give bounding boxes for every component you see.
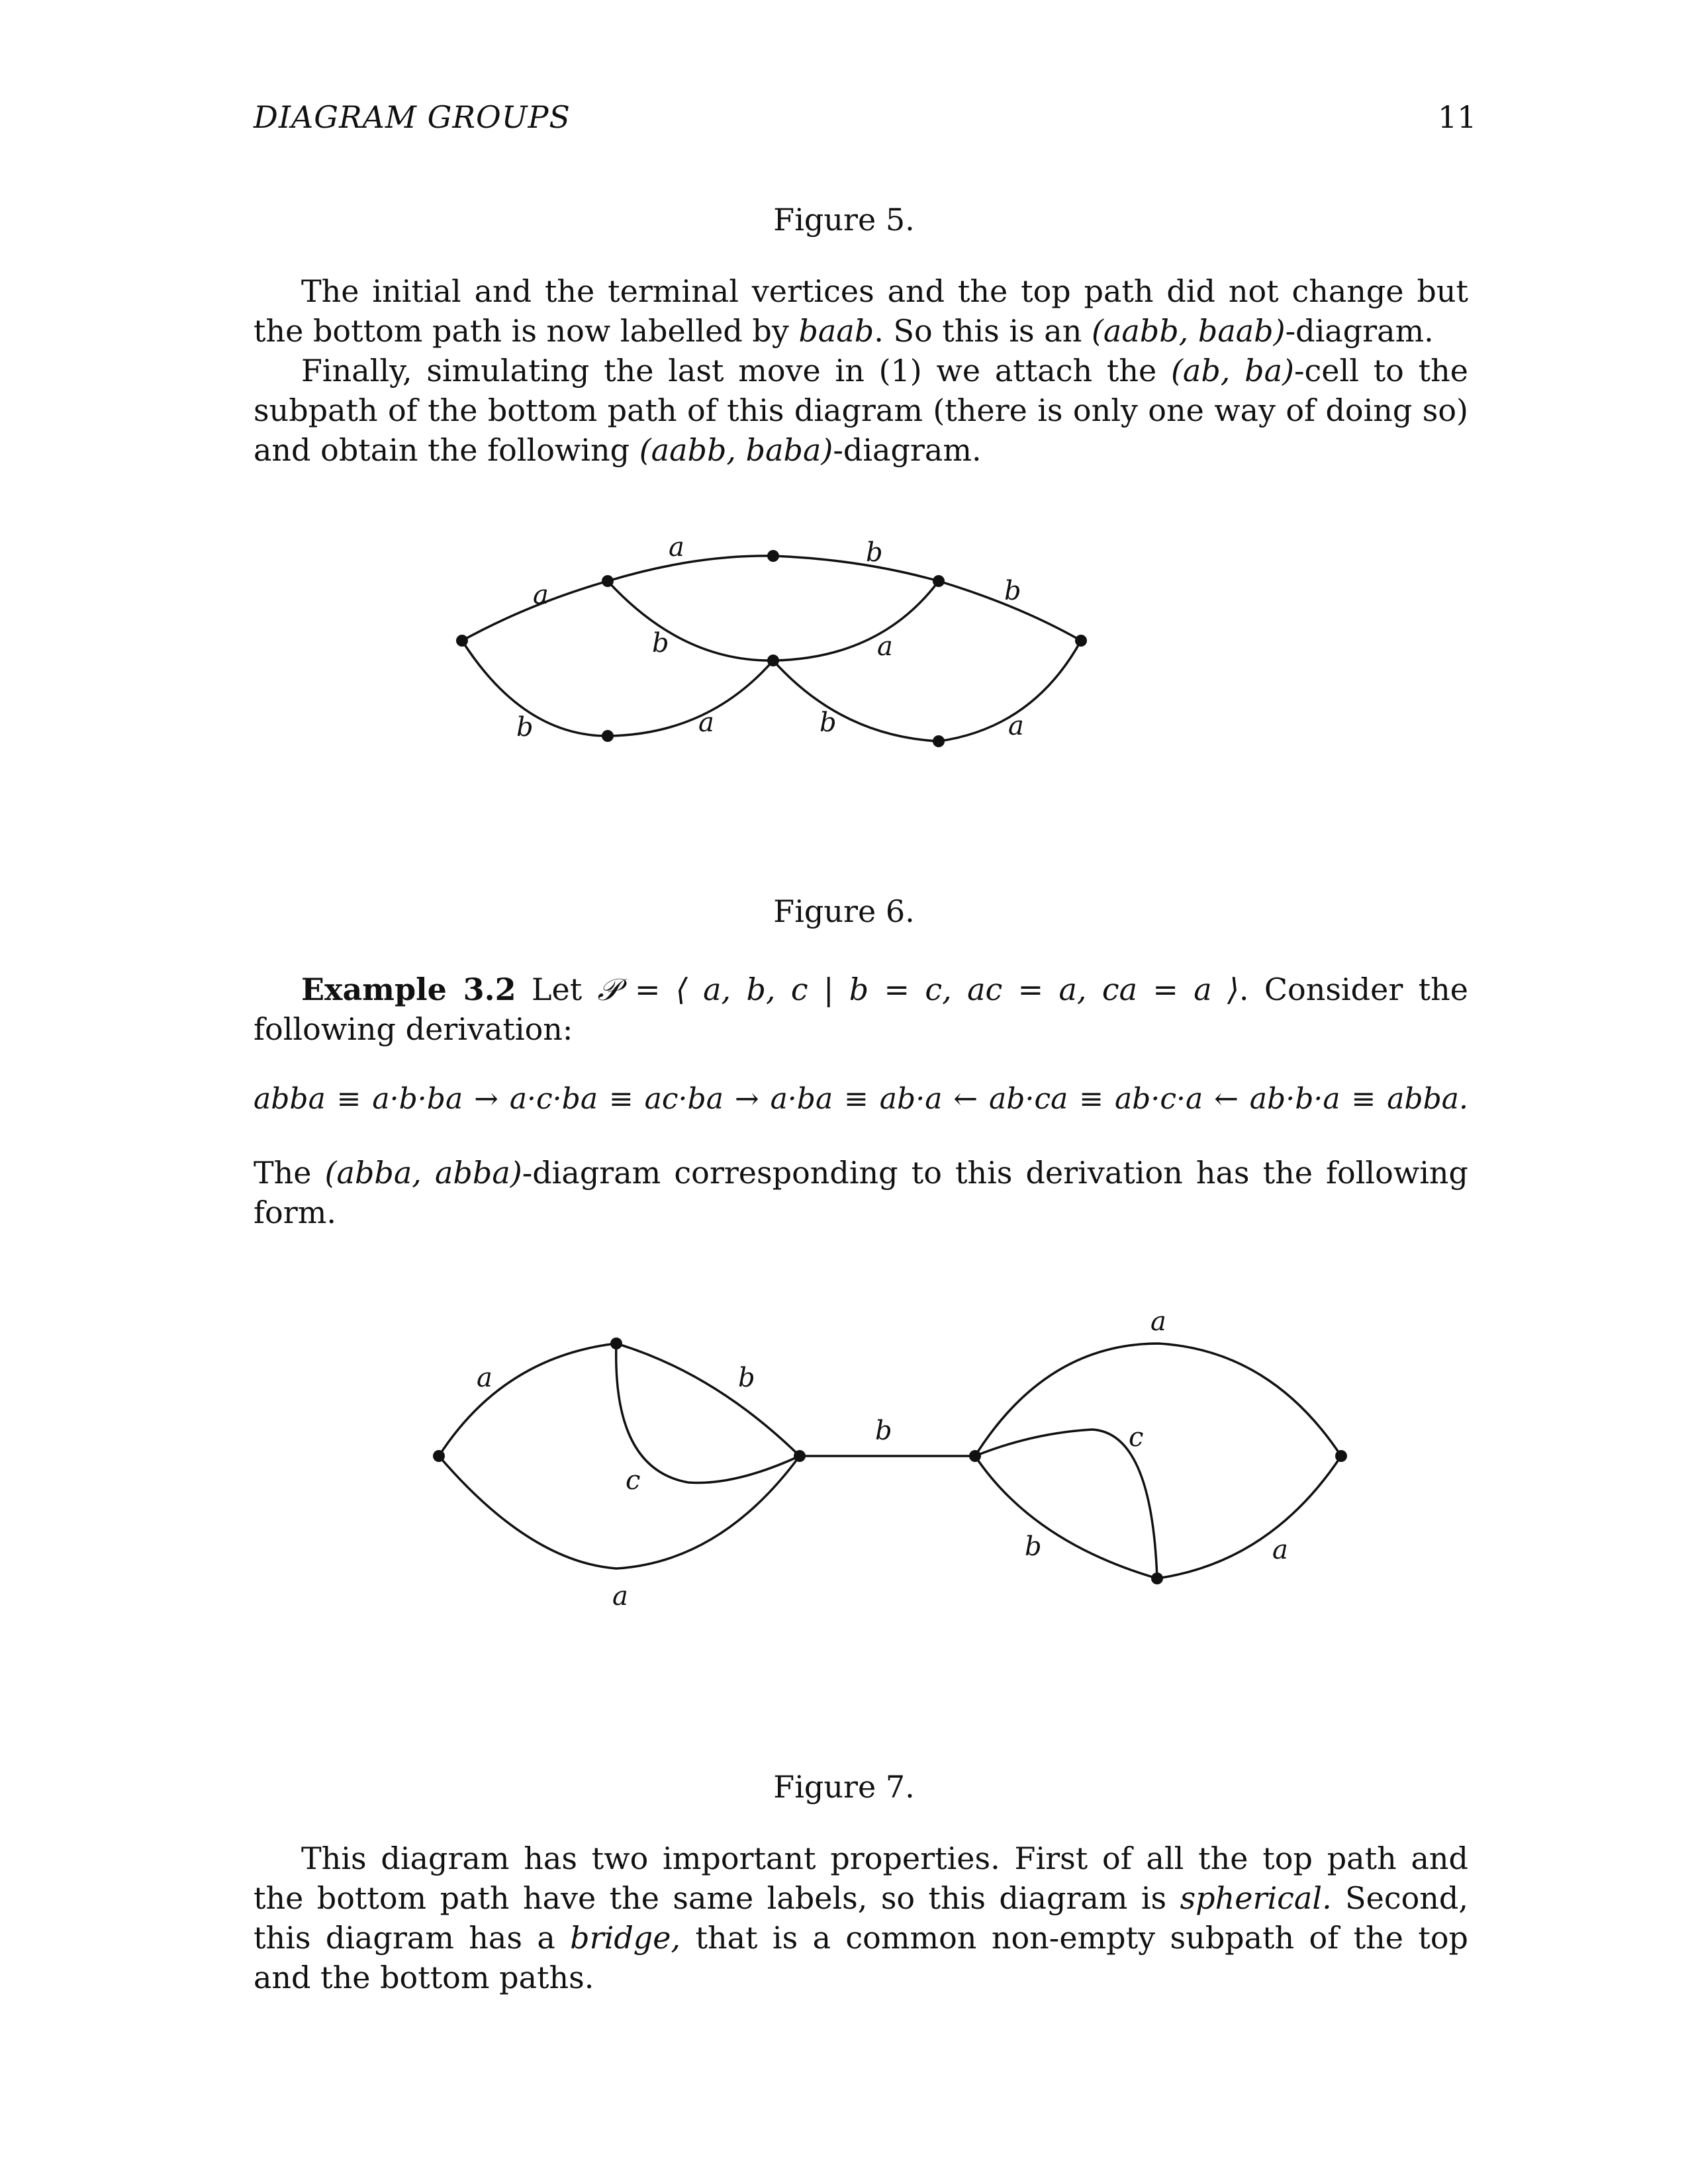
fig6-vertex	[933, 735, 945, 747]
fig6-label: a	[533, 580, 549, 610]
fig6-edge-a4	[608, 660, 773, 736]
fig6-vertex	[602, 730, 614, 742]
figure7-caption: Figure 7.	[773, 1769, 915, 1805]
fig7-edge-right-b	[975, 1456, 1157, 1578]
fig6-edge-b1	[773, 556, 939, 581]
example-heading: Example 3.2	[301, 972, 516, 1007]
fig7-edge-top-a	[439, 1343, 616, 1456]
term-spherical: spherical.	[1180, 1880, 1332, 1916]
fig6-label: a	[669, 532, 684, 563]
fig7-edge-bottom-a	[439, 1456, 800, 1569]
fig7-label: c	[626, 1465, 641, 1496]
fig7-edge-inner-c	[616, 1343, 800, 1483]
fig7-vertex	[794, 1450, 806, 1462]
page-number: 11	[1438, 99, 1477, 135]
fig7-label: a	[477, 1363, 492, 1393]
figure7-diagram	[433, 1306, 1347, 1612]
fig6-label: a	[1008, 711, 1024, 741]
fig6-label: b	[866, 537, 883, 568]
paragraph-4: This diagram has two important properties. First of all the top path and the bottom path have the same labels, so this diagram is spherical. Second, this diagram has a bridge, that is a common non-empty subpath of the top and the bottom paths.	[254, 1841, 1468, 1995]
fig7-label: a	[1272, 1535, 1288, 1565]
fig6-edge-a3	[773, 581, 939, 660]
fig7-vertex	[610, 1338, 622, 1349]
fig7-label: a	[612, 1581, 628, 1612]
fig7-vertex	[1335, 1450, 1347, 1462]
figure5-caption: Figure 5.	[773, 202, 915, 238]
running-header: DIAGRAM GROUPS	[254, 99, 571, 135]
fig6-label: a	[698, 707, 714, 738]
paragraph-1: The initial and the terminal vertices and the top path did not change but the bottom path is now labelled by baab. So this is an (aabb, baab)-diagram.	[254, 273, 1468, 349]
fig6-label: b	[1004, 576, 1021, 606]
fig6-label: b	[820, 707, 837, 738]
derivation-equation: abba ≡ a·b·ba → a·c·ba ≡ ac·ba → a·ba ≡ ab·a ← ab·ca ≡ ab·c·a ← ab·b·a ≡ abba.	[254, 1082, 1468, 1116]
fig6-vertex	[767, 550, 779, 562]
fig6-vertex	[933, 575, 945, 587]
fig7-vertex	[433, 1450, 445, 1462]
fig7-label: b	[875, 1416, 892, 1446]
fig7-edge-top-b	[616, 1343, 800, 1456]
fig7-label: c	[1129, 1422, 1144, 1453]
figure6-diagram	[456, 532, 1087, 747]
fig6-vertex	[602, 575, 614, 587]
fig6-vertex	[456, 635, 468, 647]
fig6-vertex	[1075, 635, 1087, 647]
fig6-label: b	[516, 712, 534, 743]
fig6-edge-b3	[608, 581, 773, 660]
fig7-label: b	[738, 1363, 755, 1393]
fig7-label: a	[1150, 1306, 1166, 1337]
fig7-vertex	[1151, 1572, 1163, 1584]
figure6-caption: Figure 6.	[773, 893, 915, 929]
fig7-label: b	[1025, 1531, 1042, 1562]
term-bridge: bridge,	[570, 1920, 681, 1956]
fig7-edge-right-a	[1157, 1456, 1341, 1578]
fig7-vertex	[969, 1450, 981, 1462]
fig6-label: b	[652, 628, 669, 659]
fig6-vertex	[767, 655, 779, 666]
paragraph-3: The (abba, abba)-diagram corresponding to this derivation has the following form.	[254, 1155, 1468, 1230]
fig6-edge-b4	[462, 641, 608, 736]
fig6-edge-a2	[608, 556, 773, 581]
fig6-edge-b5	[773, 660, 939, 741]
paragraph-2: Finally, simulating the last move in (1) we attach the (ab, ba)-cell to the subpath of the bottom path of this diagram (there is only one way of doing so) and obtain the following (aabb, baba)-diagram.	[254, 353, 1468, 468]
example-paragraph: Example 3.2 Let 𝒫 = ⟨ a, b, c | b = c, ac = a, ca = a ⟩. Consider the following derivation:	[254, 972, 1468, 1047]
fig6-label: a	[877, 631, 893, 662]
presentation: 𝒫 = ⟨ a, b, c | b = c, ac = a, ca = a ⟩	[597, 972, 1239, 1007]
